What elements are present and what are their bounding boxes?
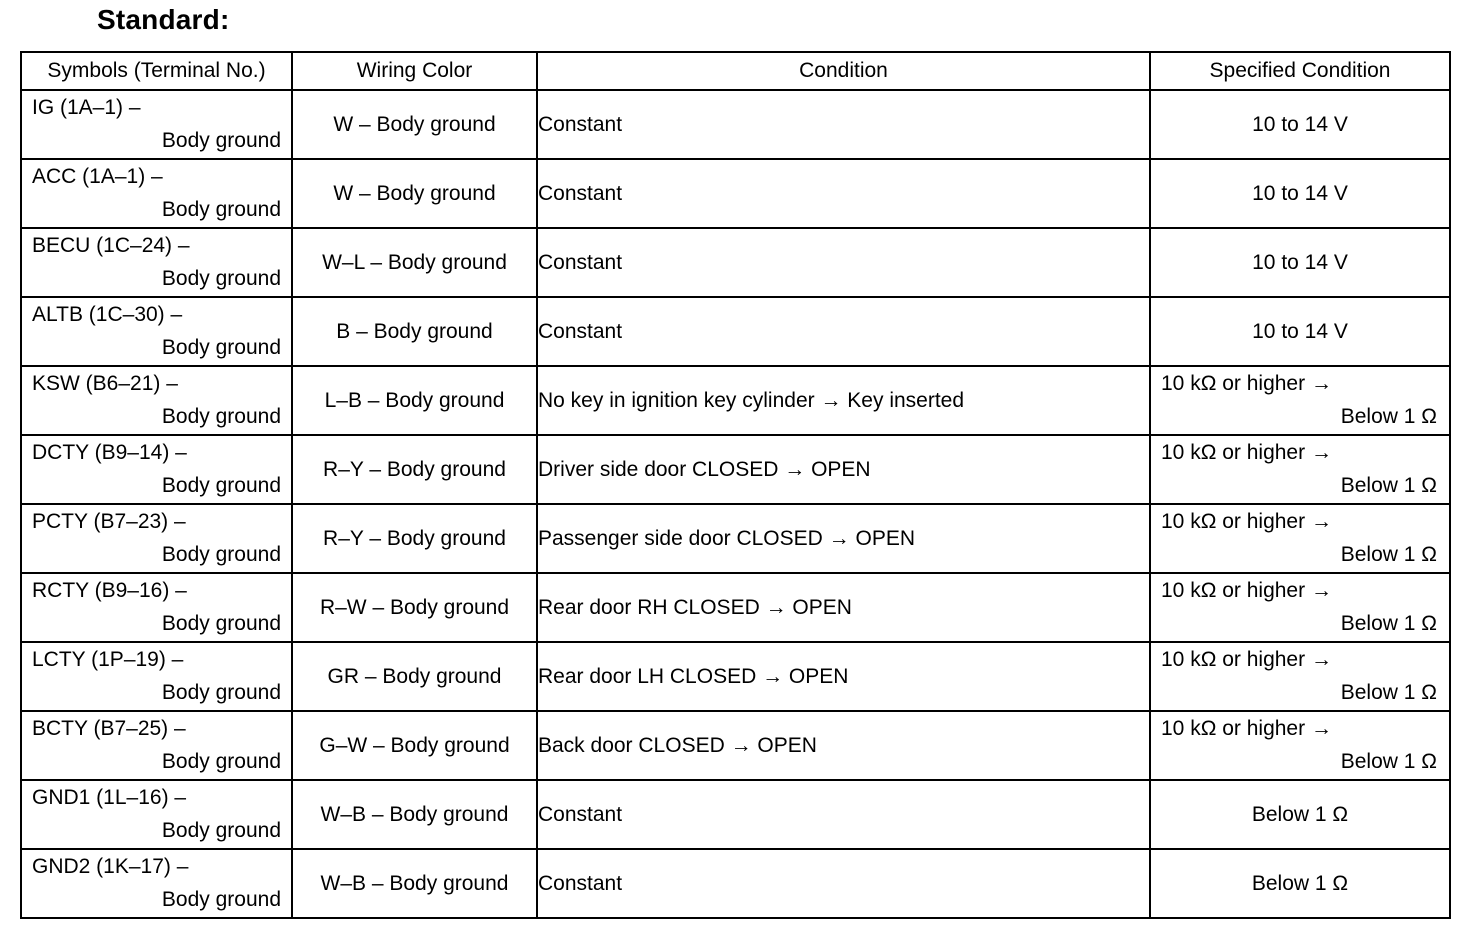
terminal-ground: Body ground (161, 336, 281, 359)
table-row (21, 573, 1450, 642)
table-row (21, 297, 1450, 366)
terminal-symbol: BECU (1C–24) – (32, 234, 190, 257)
wiring-color-cell: L–B – Body ground (292, 366, 537, 435)
condition-cell: Passenger side door CLOSED → OPEN (537, 504, 1150, 573)
table-row (21, 711, 1450, 780)
standard-spec-table (20, 51, 1451, 919)
wiring-color-cell: W–B – Body ground (292, 780, 537, 849)
condition-cell: Constant (537, 297, 1150, 366)
terminal-symbol: IG (1A–1) – (32, 96, 141, 119)
table-header-row (21, 52, 1450, 90)
terminal-symbol: GND2 (1K–17) – (32, 855, 189, 878)
specified-condition-cell: Below 1 Ω (1150, 849, 1450, 918)
condition-cell: Constant (537, 849, 1150, 918)
wiring-color-cell: W – Body ground (292, 90, 537, 159)
terminal-ground: Body ground (161, 681, 281, 704)
terminal-symbol: RCTY (B9–16) – (32, 579, 187, 602)
terminal-ground: Body ground (161, 612, 281, 635)
spec-from: 10 kΩ or higher → (1161, 510, 1332, 533)
wiring-color-cell: G–W – Body ground (292, 711, 537, 780)
terminal-symbol: PCTY (B7–23) – (32, 510, 186, 533)
symbol-cell (21, 228, 292, 297)
terminal-ground: Body ground (161, 198, 281, 221)
terminal-symbol: ALTB (1C–30) – (32, 303, 183, 326)
wiring-color-cell: B – Body ground (292, 297, 537, 366)
terminal-ground: Body ground (161, 543, 281, 566)
terminal-ground: Body ground (161, 267, 281, 290)
wiring-color-cell: GR – Body ground (292, 642, 537, 711)
page-title: Standard: (97, 4, 230, 35)
condition-cell: Driver side door CLOSED → OPEN (537, 435, 1150, 504)
terminal-symbol: BCTY (B7–25) – (32, 717, 186, 740)
terminal-symbol: GND1 (1L–16) – (32, 786, 187, 809)
spec-to: Below 1 Ω (1340, 681, 1437, 704)
spec-to: Below 1 Ω (1340, 750, 1437, 773)
specified-condition-cell (1150, 573, 1450, 642)
condition-cell: Rear door LH CLOSED → OPEN (537, 642, 1150, 711)
spec-from: 10 kΩ or higher → (1161, 372, 1332, 395)
wiring-color-cell: R–Y – Body ground (292, 504, 537, 573)
table-row (21, 435, 1450, 504)
wiring-color-cell: W–B – Body ground (292, 849, 537, 918)
table-row (21, 366, 1450, 435)
header-condition: Condition (537, 52, 1150, 90)
terminal-ground: Body ground (161, 129, 281, 152)
terminal-symbol: LCTY (1P–19) – (32, 648, 184, 671)
condition-cell: Constant (537, 228, 1150, 297)
specified-condition-cell: 10 to 14 V (1150, 90, 1450, 159)
table-row (21, 228, 1450, 297)
specified-condition-cell: 10 to 14 V (1150, 297, 1450, 366)
condition-cell: Constant (537, 90, 1150, 159)
specified-condition-cell (1150, 711, 1450, 780)
spec-to: Below 1 Ω (1340, 543, 1437, 566)
table-row (21, 504, 1450, 573)
spec-to: Below 1 Ω (1340, 405, 1437, 428)
symbol-cell (21, 849, 292, 918)
table-row (21, 90, 1450, 159)
symbol-cell (21, 711, 292, 780)
terminal-ground: Body ground (161, 888, 281, 911)
table-row (21, 780, 1450, 849)
spec-from: 10 kΩ or higher → (1161, 441, 1332, 464)
symbol-cell (21, 435, 292, 504)
symbol-cell (21, 90, 292, 159)
symbol-cell (21, 504, 292, 573)
terminal-symbol: ACC (1A–1) – (32, 165, 163, 188)
header-symbols: Symbols (Terminal No.) (21, 52, 292, 90)
spec-to: Below 1 Ω (1340, 612, 1437, 635)
table-row (21, 642, 1450, 711)
specified-condition-cell (1150, 504, 1450, 573)
symbol-cell (21, 642, 292, 711)
specified-condition-cell (1150, 435, 1450, 504)
symbol-cell (21, 573, 292, 642)
specified-condition-cell: Below 1 Ω (1150, 780, 1450, 849)
spec-from: 10 kΩ or higher → (1161, 579, 1332, 602)
terminal-ground: Body ground (161, 405, 281, 428)
wiring-color-cell: R–W – Body ground (292, 573, 537, 642)
symbol-cell (21, 297, 292, 366)
terminal-ground: Body ground (161, 819, 281, 842)
terminal-symbol: KSW (B6–21) – (32, 372, 178, 395)
header-wiring-color: Wiring Color (292, 52, 537, 90)
wiring-color-cell: W–L – Body ground (292, 228, 537, 297)
specified-condition-cell (1150, 366, 1450, 435)
condition-cell: Rear door RH CLOSED → OPEN (537, 573, 1150, 642)
condition-cell: Back door CLOSED → OPEN (537, 711, 1150, 780)
wiring-color-cell: W – Body ground (292, 159, 537, 228)
condition-cell: Constant (537, 159, 1150, 228)
spec-from: 10 kΩ or higher → (1161, 717, 1332, 740)
table-row (21, 159, 1450, 228)
specified-condition-cell: 10 to 14 V (1150, 228, 1450, 297)
wiring-color-cell: R–Y – Body ground (292, 435, 537, 504)
specified-condition-cell: 10 to 14 V (1150, 159, 1450, 228)
condition-cell: No key in ignition key cylinder → Key inserted (537, 366, 1150, 435)
symbol-cell (21, 780, 292, 849)
condition-cell: Constant (537, 780, 1150, 849)
specified-condition-cell (1150, 642, 1450, 711)
terminal-ground: Body ground (161, 474, 281, 497)
spec-from: 10 kΩ or higher → (1161, 648, 1332, 671)
header-specified-condition: Specified Condition (1150, 52, 1450, 90)
spec-to: Below 1 Ω (1340, 474, 1437, 497)
table-row (21, 849, 1450, 918)
terminal-symbol: DCTY (B9–14) – (32, 441, 187, 464)
terminal-ground: Body ground (161, 750, 281, 773)
symbol-cell (21, 366, 292, 435)
symbol-cell (21, 159, 292, 228)
